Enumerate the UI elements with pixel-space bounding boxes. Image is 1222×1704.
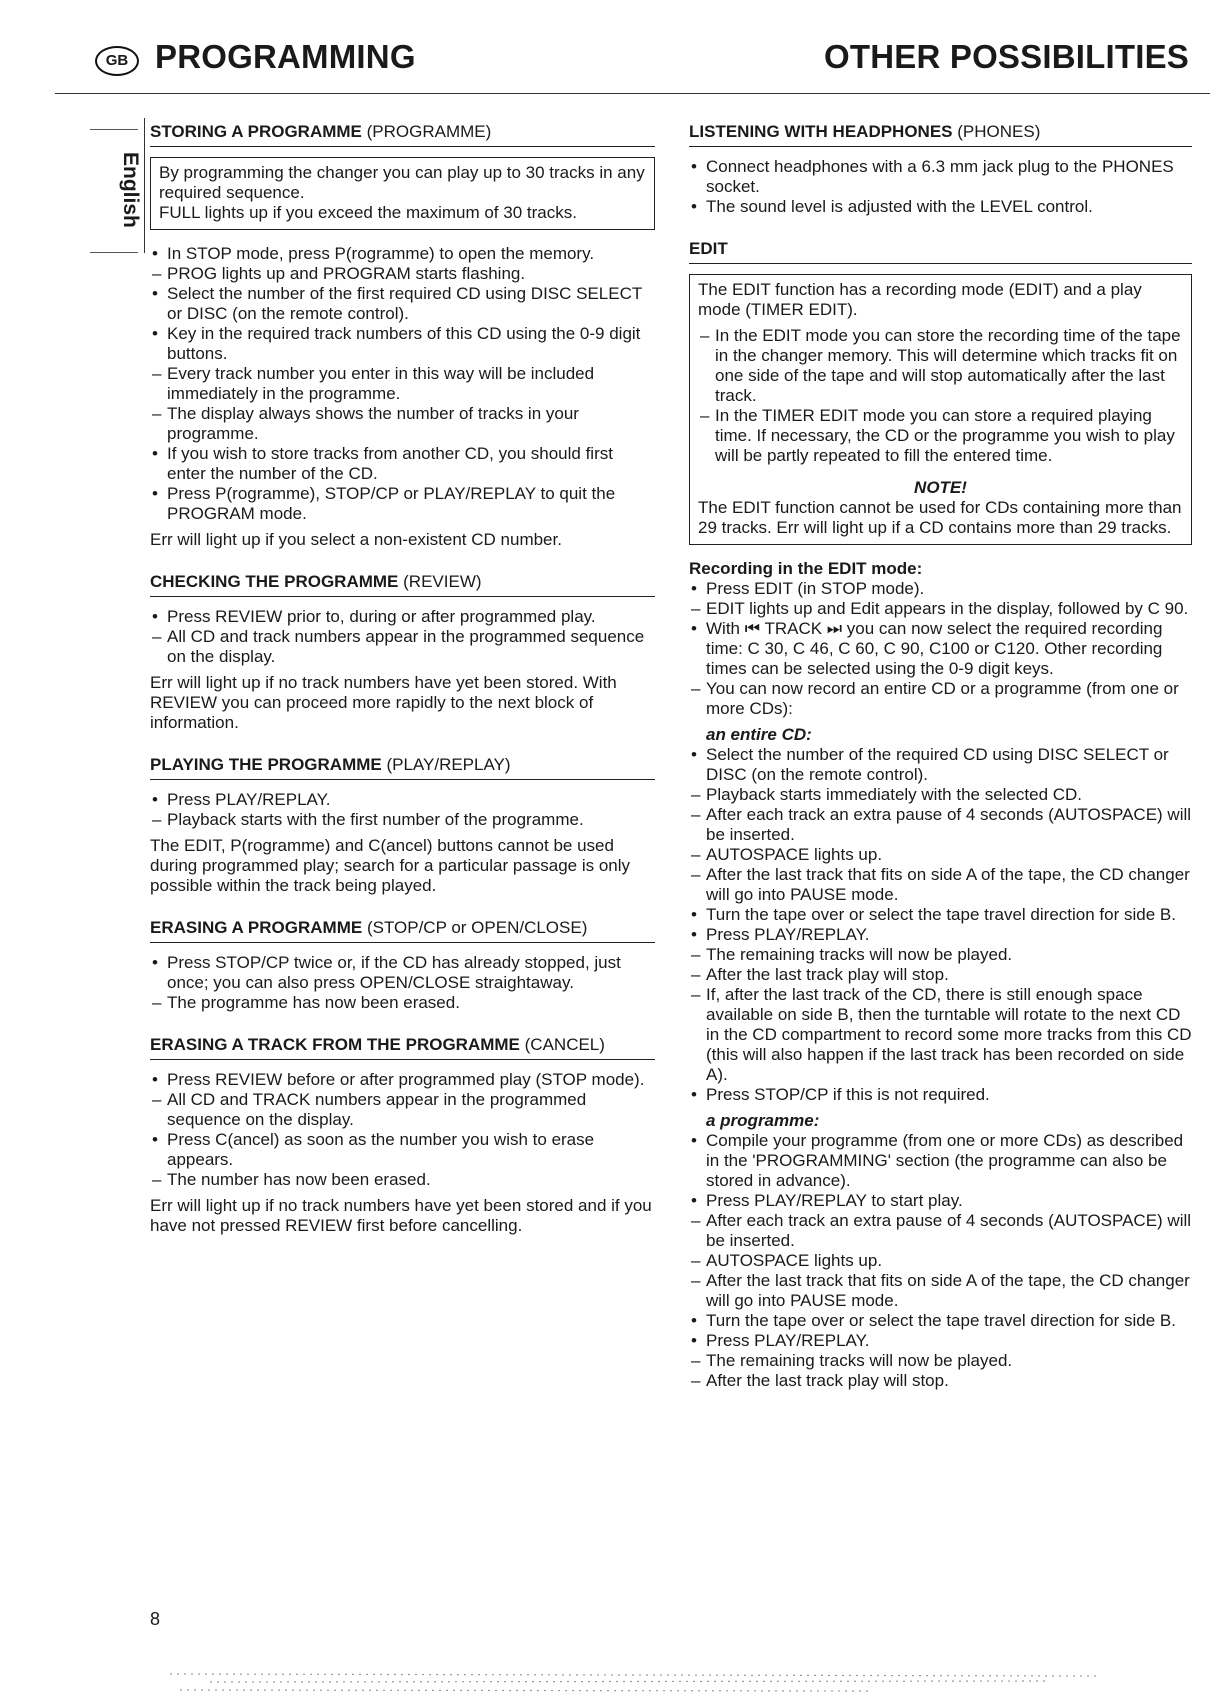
list-item: – After each track an extra pause of 4 seconds (AUTOSPACE) will be inserted. <box>689 1211 1192 1251</box>
list-item: • Press C(ancel) as soon as the number you wish to erase appears. <box>150 1130 655 1170</box>
programme-steps <box>689 1131 1192 1391</box>
section-heading: ERASING A TRACK FROM THE PROGRAMME <box>150 1035 520 1054</box>
section-title-programming: PROGRAMMING <box>155 38 416 75</box>
list-item: • Press REVIEW prior to, during or after programmed play. <box>150 607 655 627</box>
list-item: • Press PLAY/REPLAY. <box>689 925 1192 945</box>
list-item: – PROG lights up and PROGRAM starts flashing. <box>150 264 655 284</box>
list-item: • Select the number of the required CD using DISC SELECT or DISC (on the remote control). <box>689 745 1192 785</box>
recording-steps <box>689 579 1192 719</box>
gb-language-badge: GB <box>95 46 139 76</box>
section-header-playing <box>150 755 655 780</box>
storing-info-box <box>150 157 655 230</box>
list-item: • Press STOP/CP if this is not required. <box>689 1085 1192 1105</box>
list-item: • Press REVIEW before or after programmed play (STOP mode). <box>150 1070 655 1090</box>
list-item: – Every track number you enter in this way will be included immediately in the programme. <box>150 364 655 404</box>
list-item: – After each track an extra pause of 4 seconds (AUTOSPACE) will be inserted. <box>689 805 1192 845</box>
list-item: • In STOP mode, press P(rogramme) to open the memory. <box>150 244 655 264</box>
section-subheading: (REVIEW) <box>403 572 482 591</box>
scan-noise <box>170 1670 1100 1694</box>
entire-cd-steps <box>689 745 1192 1105</box>
note-text: Err will light up if no track numbers have yet been stored. With REVIEW you can proceed more rapidly to the next block of information. <box>150 673 617 732</box>
info-text: The EDIT function has a recording mode (EDIT) and a play mode (TIMER EDIT). <box>698 280 1142 319</box>
side-tab-line <box>144 118 145 253</box>
storing-steps <box>150 244 655 524</box>
section-subheading: (STOP/CP or OPEN/CLOSE) <box>366 918 588 937</box>
section-subheading: (PLAY/REPLAY) <box>386 755 511 774</box>
note-text: The EDIT function cannot be used for CDs containing more than 29 tracks. Err will light up if a CD contains more than 29 tracks. <box>698 498 1182 537</box>
list-item: • Turn the tape over or select the tape travel direction for side B. <box>689 1311 1192 1331</box>
list-item: • Connect headphones with a 6.3 mm jack plug to the PHONES socket. <box>689 157 1192 197</box>
list-item: • Press PLAY/REPLAY to start play. <box>689 1191 1192 1211</box>
erasing-steps <box>150 953 655 1013</box>
edit-info-box <box>689 274 1192 545</box>
section-heading: LISTENING WITH HEADPHONES <box>689 122 953 141</box>
note-title: NOTE! <box>914 478 967 497</box>
list-item: – In the EDIT mode you can store the recording time of the tape in the changer memory. This will determine which tracks fit on one side of the tape and will stop automatically after the last track. <box>698 326 1183 406</box>
note-text: Err will light up if you select a non-existent CD number. <box>150 530 562 549</box>
list-item: – After the last track that fits on side A of the tape, the CD changer will go into PAUSE mode. <box>689 1271 1192 1311</box>
entire-cd-label: an entire CD: <box>706 725 812 744</box>
section-header-storing <box>150 122 655 147</box>
list-item: – After the last track that fits on side A of the tape, the CD changer will go into PAUSE mode. <box>689 865 1192 905</box>
section-title-other-possibilities: OTHER POSSIBILITIES <box>823 38 1189 75</box>
list-item: • Compile your programme (from one or more CDs) as described in the 'PROGRAMMING' section (the programme can also be stored in advance). <box>689 1131 1192 1191</box>
right-column <box>689 122 1192 1391</box>
list-item: • Turn the tape over or select the tape travel direction for side B. <box>689 905 1192 925</box>
section-header-erasing <box>150 918 655 943</box>
section-subheading: (CANCEL) <box>524 1035 605 1054</box>
list-item: – In the TIMER EDIT mode you can store a required playing time. If necessary, the CD or the programme you wish to play will be partly repeated to fill the entered time. <box>698 406 1183 466</box>
language-side-tab: English <box>119 152 142 228</box>
list-item: – AUTOSPACE lights up. <box>689 845 1192 865</box>
list-item: – Playback starts immediately with the selected CD. <box>689 785 1192 805</box>
side-tab-bottom-dash <box>90 252 138 253</box>
list-item: – The remaining tracks will now be played. <box>689 945 1192 965</box>
list-item: – After the last track play will stop. <box>689 1371 1192 1391</box>
header-divider <box>55 93 1210 94</box>
list-item: • If you wish to store tracks from another CD, you should first enter the number of the CD. <box>150 444 655 484</box>
note-text: Err will light up if no track numbers have yet been stored and if you have not pressed REVIEW first before cancelling. <box>150 1196 652 1235</box>
page-header <box>0 0 1222 96</box>
section-header-erasing-track <box>150 1035 655 1060</box>
list-item: • The sound level is adjusted with the LEVEL control. <box>689 197 1192 217</box>
list-item: – Playback starts with the first number of the programme. <box>150 810 655 830</box>
section-subheading: (PROGRAMME) <box>366 122 492 141</box>
list-item: • Press PLAY/REPLAY. <box>150 790 655 810</box>
section-header-headphones <box>689 122 1192 147</box>
playing-steps <box>150 790 655 830</box>
list-item: – EDIT lights up and Edit appears in the display, followed by C 90. <box>689 599 1192 619</box>
note-text: The EDIT, P(rogramme) and C(ancel) buttons cannot be used during programmed play; search for a particular passage is only possible within the track being played. <box>150 836 631 895</box>
page-number: 8 <box>150 1609 161 1629</box>
section-header-edit <box>689 239 1192 264</box>
list-item: – The display always shows the number of tracks in your programme. <box>150 404 655 444</box>
section-subheading: (PHONES) <box>957 122 1041 141</box>
side-tab-top-dash <box>90 129 138 130</box>
recording-subheading: Recording in the EDIT mode: <box>689 559 923 578</box>
list-item: – The remaining tracks will now be played. <box>689 1351 1192 1371</box>
list-item: – All CD and track numbers appear in the programmed sequence on the display. <box>150 627 655 667</box>
section-heading: PLAYING THE PROGRAMME <box>150 755 382 774</box>
list-item: – If, after the last track of the CD, there is still enough space available on side B, then the turntable will rotate to the next CD in the CD compartment to record some more tracks from this CD (this will also happen if the last track has been recorded on side A). <box>689 985 1192 1085</box>
list-item: – You can now record an entire CD or a programme (from one or more CDs): <box>689 679 1192 719</box>
list-item: • Press PLAY/REPLAY. <box>689 1331 1192 1351</box>
edit-modes-list <box>698 326 1183 466</box>
section-heading: EDIT <box>689 239 728 258</box>
list-item: – All CD and TRACK numbers appear in the programmed sequence on the display. <box>150 1090 655 1130</box>
section-heading: ERASING A PROGRAMME <box>150 918 363 937</box>
list-item: • Press STOP/CP twice or, if the CD has already stopped, just once; you can also press OPEN/CLOSE straightaway. <box>150 953 655 993</box>
list-item: • Press P(rogramme), STOP/CP or PLAY/REPLAY to quit the PROGRAM mode. <box>150 484 655 524</box>
list-item: – After the last track play will stop. <box>689 965 1192 985</box>
list-item: • Select the number of the first required CD using DISC SELECT or DISC (on the remote control). <box>150 284 655 324</box>
checking-steps <box>150 607 655 667</box>
list-item: • With ⏮ TRACK ⏭ you can now select the required recording time: C 30, C 46, C 60, C 90, C100 or C120. Other recording times can be selected using the 0-9 digit keys. <box>689 619 1192 679</box>
info-text: FULL lights up if you exceed the maximum of 30 tracks. <box>159 203 577 222</box>
list-item: • Press EDIT (in STOP mode). <box>689 579 1192 599</box>
section-heading: STORING A PROGRAMME <box>150 122 362 141</box>
list-item: • Key in the required track numbers of this CD using the 0-9 digit buttons. <box>150 324 655 364</box>
list-item: – The number has now been erased. <box>150 1170 655 1190</box>
info-text: By programming the changer you can play up to 30 tracks in any required sequence. <box>159 163 645 202</box>
section-header-checking <box>150 572 655 597</box>
left-column <box>150 122 655 1236</box>
section-heading: CHECKING THE PROGRAMME <box>150 572 399 591</box>
list-item: – AUTOSPACE lights up. <box>689 1251 1192 1271</box>
erasing-track-steps <box>150 1070 655 1190</box>
headphones-steps <box>689 157 1192 217</box>
programme-label: a programme: <box>706 1111 820 1130</box>
list-item: – The programme has now been erased. <box>150 993 655 1013</box>
